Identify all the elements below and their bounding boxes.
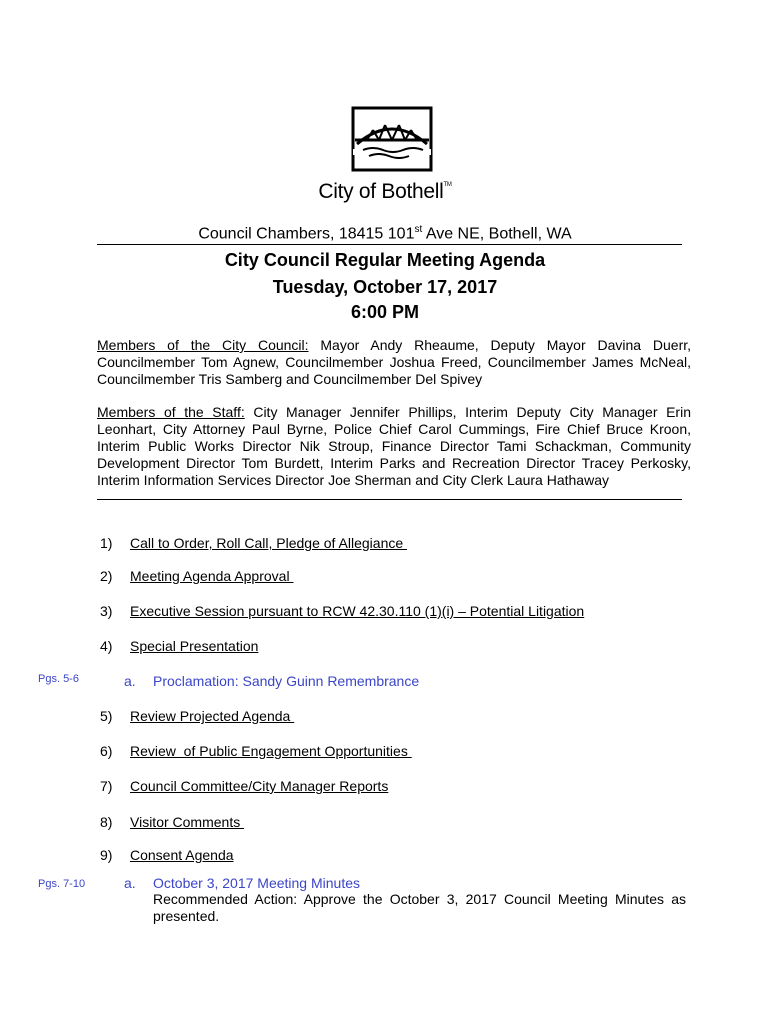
agenda-item-number: 1) [100, 535, 113, 551]
sub-item-letter: a. [124, 875, 136, 891]
sub-item-proclamation-link[interactable]: Proclamation: Sandy Guinn Remembrance [153, 673, 420, 689]
logo-wordmark [0, 180, 770, 204]
agenda-item-number: 4) [100, 638, 113, 654]
meeting-date: Tuesday, October 17, 2017 [272, 277, 498, 297]
meeting-location [0, 224, 770, 243]
agenda-item-consent-agenda[interactable]: Consent Agenda [130, 847, 234, 863]
page-reference: Pgs. 7-10 [38, 878, 86, 890]
meeting-time: 6:00 PM [350, 302, 420, 322]
page-reference: Pgs. 5-6 [38, 673, 79, 685]
agenda-item-visitor-comments[interactable]: Visitor Comments [130, 814, 245, 830]
sub-item-meeting-minutes-link[interactable]: October 3, 2017 Meeting Minutes [153, 875, 361, 891]
agenda-item-committee-reports[interactable]: Council Committee/City Manager Reports [130, 778, 389, 794]
agenda-item-special-presentation[interactable]: Special Presentation [130, 638, 259, 654]
agenda-item-call-to-order[interactable]: Call to Order, Roll Call, Pledge of Allegiance [130, 535, 408, 551]
agenda-item-number: 9) [100, 847, 113, 863]
agenda-item-executive-session[interactable]: Executive Session pursuant to RCW 42.30.110 (1)(i) – Potential Litigation [130, 603, 585, 619]
location-superscript: st [414, 224, 423, 235]
header-divider [97, 244, 682, 245]
location-text-start: Council Chambers, 18415 101 [198, 225, 415, 243]
council-members-list: Mayor Andy Rheaume, Deputy Mayor Davina Duerr, Councilmember Tom Agnew, Councilmember Joshua Freed, Councilmember James McNeal, Councilmember Tris Samberg and Councilmember Del Spivey [97, 337, 692, 387]
city-of-bothell-logo-icon [349, 106, 435, 172]
agenda-item-review-projected-agenda[interactable]: Review Projected Agenda [130, 708, 295, 724]
agenda-item-number: 3) [100, 603, 113, 619]
recommended-action: Recommended Action: Approve the October 3, 2017 Council Meeting Minutes as presented. [153, 891, 686, 924]
staff-members-paragraph [97, 404, 691, 489]
council-members-label: Members of the City Council: [97, 337, 309, 353]
sub-item-letter: a. [124, 673, 136, 689]
agenda-title: City Council Regular Meeting Agenda [224, 250, 546, 270]
location-text-end: Ave NE, Bothell, WA [422, 225, 572, 243]
staff-members-label: Members of the Staff: [97, 404, 245, 420]
section-divider [97, 499, 682, 500]
trademark-mark: TM [443, 182, 452, 188]
agenda-item-number: 6) [100, 743, 113, 759]
agenda-item-number: 8) [100, 814, 113, 830]
council-members-paragraph [97, 337, 691, 388]
agenda-item-number: 5) [100, 708, 113, 724]
agenda-item-public-engagement[interactable]: Review of Public Engagement Opportunities [130, 743, 412, 759]
logo-name-text: City of Bothell [318, 180, 444, 203]
agenda-item-number: 2) [100, 568, 113, 584]
agenda-item-number: 7) [100, 778, 113, 794]
agenda-item-agenda-approval[interactable]: Meeting Agenda Approval [130, 568, 294, 584]
staff-members-list: City Manager Jennifer Phillips, Interim Deputy City Manager Erin Leonhart, City Attorney Paul Byrne, Police Chief Carol Cummings, Fire Chief Bruce Kroon, Interim Public Works Director Nik Stroup, Finance Director Tami Schackman, Community Development Director Tom Burdett, Interim Parks and Recreation Director Tracey Perkosky, Interim Information Services Director Joe Sherman and City Clerk Laura Hathaway [97, 404, 691, 488]
